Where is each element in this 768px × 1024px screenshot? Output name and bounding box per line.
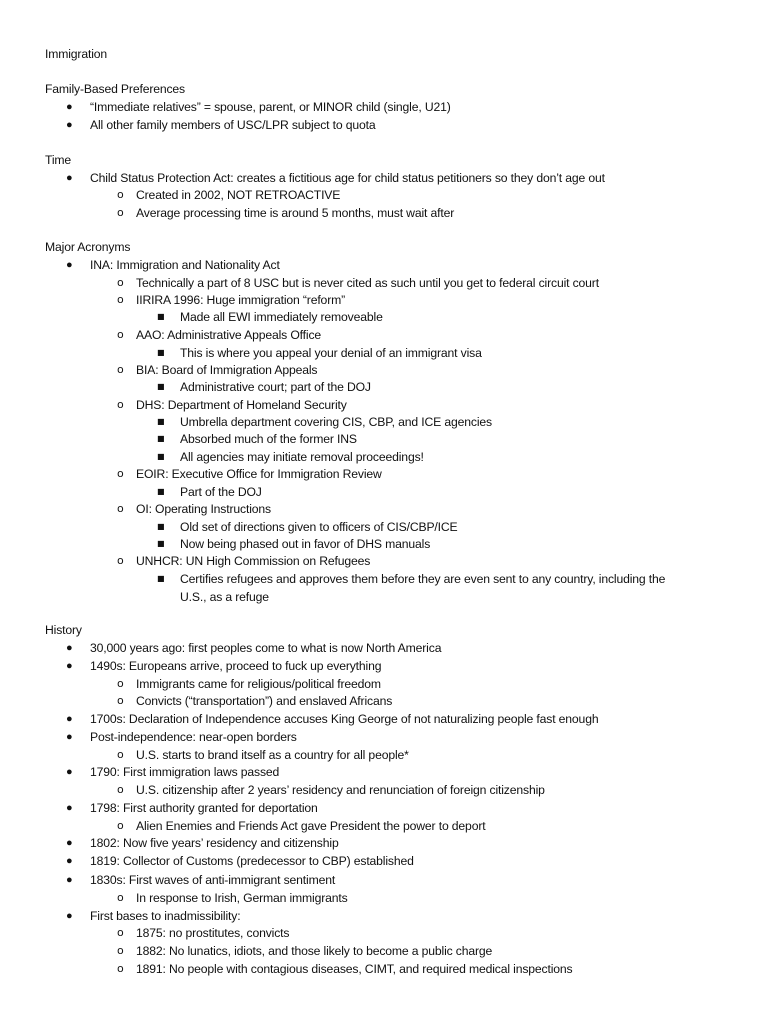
list-item-level2: 1875: no prostitutes, convicts xyxy=(136,926,290,940)
bullet-level2-icon: o xyxy=(117,944,124,957)
list-item-level1: First bases to inadmissibility: xyxy=(90,909,241,923)
list-item-level3: Absorbed much of the former INS xyxy=(180,432,357,446)
list-item-level3: All agencies may initiate removal proceedings! xyxy=(180,450,424,464)
bullet-level1-icon: ● xyxy=(66,731,73,743)
list-item-level2: 1882: No lunatics, idiots, and those likely to become a public charge xyxy=(136,944,493,958)
bullet-level3-icon: ■ xyxy=(157,487,165,496)
bullet-level3-icon: ■ xyxy=(157,312,165,321)
list-item-level1: 1700s: Declaration of Independence accuses King George of not naturalizing people fast enough xyxy=(90,712,599,726)
bullet-level2-icon: o xyxy=(117,783,124,796)
list-item-level2: Technically a part of 8 USC but is never cited as such until you get to federal circuit court xyxy=(136,276,599,290)
bullet-level3-icon: ■ xyxy=(157,539,165,548)
list-item-level1: 1790: First immigration laws passed xyxy=(90,765,280,779)
bullet-level1-icon: ● xyxy=(66,766,73,778)
bullet-level2-icon: o xyxy=(117,188,124,201)
list-item-level2: AAO: Administrative Appeals Office xyxy=(136,328,322,342)
list-item-level1: 1798: First authority granted for deportation xyxy=(90,801,318,815)
list-item-level2: U.S. starts to brand itself as a country for all people* xyxy=(136,748,409,762)
bullet-level2-icon: o xyxy=(117,926,124,939)
bullet-level2-icon: o xyxy=(117,467,124,480)
list-item-level2: Convicts (“transportation”) and enslaved Africans xyxy=(136,694,393,708)
list-item-level1: All other family members of USC/LPR subject to quota xyxy=(90,118,376,132)
list-item-level2: OI: Operating Instructions xyxy=(136,502,271,516)
bullet-level1-icon: ● xyxy=(66,172,73,184)
list-item-level1: Child Status Protection Act: creates a fictitious age for child status petitioners so they don’t age out xyxy=(90,171,605,185)
bullet-level2-icon: o xyxy=(117,398,124,411)
list-item-level2: Immigrants came for religious/political freedom xyxy=(136,677,381,691)
bullet-level2-icon: o xyxy=(117,206,124,219)
list-item-level3: Now being phased out in favor of DHS manuals xyxy=(180,537,431,551)
list-item-continuation: U.S., as a refuge xyxy=(180,590,269,604)
list-item-level1: 1802: Now five years’ residency and citizenship xyxy=(90,836,339,850)
bullet-level1-icon: ● xyxy=(66,119,73,131)
list-item-level1: Post-independence: near-open borders xyxy=(90,730,297,744)
list-item-level3: Part of the DOJ xyxy=(180,485,262,499)
bullet-level2-icon: o xyxy=(117,748,124,761)
list-item-level1: 30,000 years ago: first peoples come to what is now North America xyxy=(90,641,442,655)
bullet-level2-icon: o xyxy=(117,962,124,975)
bullet-level1-icon: ● xyxy=(66,910,73,922)
bullet-level3-icon: ■ xyxy=(157,574,165,583)
bullet-level2-icon: o xyxy=(117,819,124,832)
list-item-level2: Average processing time is around 5 months, must wait after xyxy=(136,206,455,220)
section-heading: Family-Based Preferences xyxy=(45,82,185,96)
list-item-level3: Umbrella department covering CIS, CBP, and ICE agencies xyxy=(180,415,492,429)
list-item-level2: 1891: No people with contagious diseases, CIMT, and required medical inspections xyxy=(136,962,573,976)
bullet-level2-icon: o xyxy=(117,502,124,515)
section-heading: History xyxy=(45,623,82,637)
document-title: Immigration xyxy=(45,47,108,61)
bullet-level3-icon: ■ xyxy=(157,382,165,391)
list-item-level2: IIRIRA 1996: Huge immigration “reform” xyxy=(136,293,346,307)
bullet-level2-icon: o xyxy=(117,677,124,690)
bullet-level2-icon: o xyxy=(117,276,124,289)
list-item-level2: U.S. citizenship after 2 years’ residency and renunciation of foreign citizenship xyxy=(136,783,545,797)
bullet-level1-icon: ● xyxy=(66,874,73,886)
section-heading: Major Acronyms xyxy=(45,240,131,254)
list-item-level2: Alien Enemies and Friends Act gave President the power to deport xyxy=(136,819,486,833)
bullet-level2-icon: o xyxy=(117,363,124,376)
list-item-level2: UNHCR: UN High Commission on Refugees xyxy=(136,554,371,568)
list-item-level3: Old set of directions given to officers of CIS/CBP/ICE xyxy=(180,520,458,534)
bullet-level1-icon: ● xyxy=(66,837,73,849)
bullet-level2-icon: o xyxy=(117,328,124,341)
list-item-level3: Administrative court; part of the DOJ xyxy=(180,380,371,394)
bullet-level1-icon: ● xyxy=(66,855,73,867)
list-item-level2: Created in 2002, NOT RETROACTIVE xyxy=(136,188,341,202)
bullet-level3-icon: ■ xyxy=(157,522,165,531)
list-item-level1: INA: Immigration and Nationality Act xyxy=(90,258,280,272)
bullet-level1-icon: ● xyxy=(66,259,73,271)
bullet-level1-icon: ● xyxy=(66,802,73,814)
bullet-level1-icon: ● xyxy=(66,713,73,725)
list-item-level2: BIA: Board of Immigration Appeals xyxy=(136,363,318,377)
list-item-level1: “Immediate relatives” = spouse, parent, or MINOR child (single, U21) xyxy=(90,100,451,114)
bullet-level2-icon: o xyxy=(117,694,124,707)
list-item-level1: 1490s: Europeans arrive, proceed to fuck up everything xyxy=(90,659,382,673)
bullet-level1-icon: ● xyxy=(66,101,73,113)
bullet-level3-icon: ■ xyxy=(157,348,165,357)
list-item-level3: This is where you appeal your denial of an immigrant visa xyxy=(180,346,482,360)
bullet-level3-icon: ■ xyxy=(157,452,165,461)
bullet-level3-icon: ■ xyxy=(157,417,165,426)
list-item-level3: Made all EWI immediately removeable xyxy=(180,310,383,324)
section-heading: Time xyxy=(45,153,72,167)
list-item-level3: Certifies refugees and approves them before they are even sent to any country, including the xyxy=(180,572,666,586)
list-item-level2: DHS: Department of Homeland Security xyxy=(136,398,347,412)
list-item-level1: 1819: Collector of Customs (predecessor to CBP) established xyxy=(90,854,414,868)
bullet-level2-icon: o xyxy=(117,554,124,567)
list-item-level1: 1830s: First waves of anti-immigrant sentiment xyxy=(90,873,336,887)
list-item-level2: EOIR: Executive Office for Immigration Review xyxy=(136,467,382,481)
bullet-level2-icon: o xyxy=(117,891,124,904)
bullet-level3-icon: ■ xyxy=(157,434,165,443)
bullet-level1-icon: ● xyxy=(66,642,73,654)
list-item-level2: In response to Irish, German immigrants xyxy=(136,891,348,905)
bullet-level2-icon: o xyxy=(117,293,124,306)
bullet-level1-icon: ● xyxy=(66,660,73,672)
